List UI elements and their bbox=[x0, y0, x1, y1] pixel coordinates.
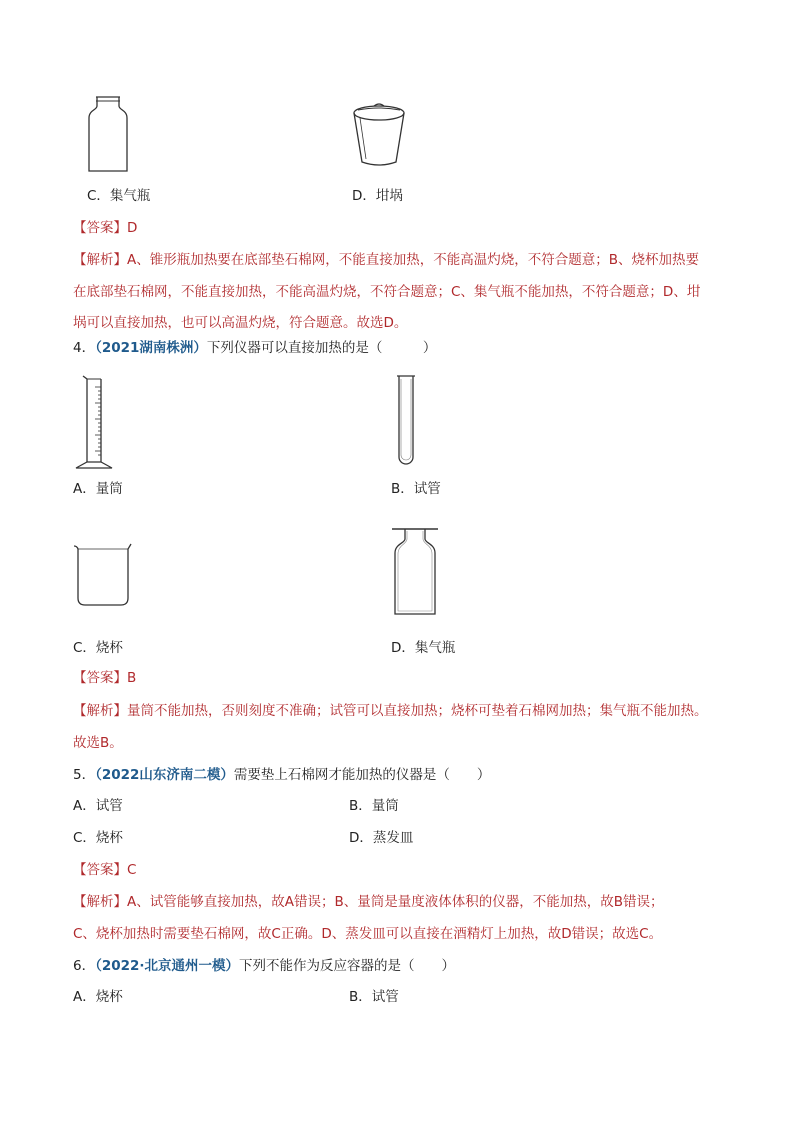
q4-analysis-line-2: 故选B。 bbox=[73, 735, 123, 751]
q4-option-a: A．量筒 bbox=[73, 481, 123, 497]
question-number: 6． bbox=[73, 958, 96, 974]
question-text: 需要垫上石棉网才能加热的仪器是（ ） bbox=[233, 767, 491, 783]
q6-option-b: B．试管 bbox=[349, 989, 399, 1005]
answer-tag: 【答案】 bbox=[73, 862, 127, 878]
graduated-cylinder-icon bbox=[74, 375, 114, 470]
q4-stem bbox=[73, 338, 436, 358]
q5-answer bbox=[73, 860, 136, 880]
answer-value: D bbox=[127, 220, 138, 236]
question-text: 下列仪器可以直接加热的是（ ） bbox=[206, 340, 437, 356]
analysis-tag: 【解析】 bbox=[73, 894, 127, 910]
answer-value: C bbox=[127, 862, 137, 878]
q5-option-b: B．量筒 bbox=[349, 798, 399, 814]
q3-analysis-line-1: 【解析】A、锥形瓶加热要在底部垫石棉网，不能直接加热，不能高温灼烧，不符合题意；B、烧杯加热要 bbox=[73, 252, 699, 268]
q3-analysis-line-2: 在底部垫石棉网，不能直接加热，不能高温灼烧，不符合题意；C、集气瓶不能加热，不符合题意；D、坩 bbox=[73, 284, 701, 300]
gas-collecting-bottle-icon bbox=[391, 527, 439, 617]
question-number: 4． bbox=[73, 340, 96, 356]
analysis-tag: 【解析】 bbox=[73, 703, 127, 719]
q4-option-d: D．集气瓶 bbox=[391, 640, 456, 656]
gas-collecting-bottle-icon bbox=[86, 96, 130, 174]
question-text: 下列不能作为反应容器的是（ ） bbox=[239, 958, 456, 974]
crucible-icon bbox=[352, 104, 406, 166]
question-source: （2022山东济南二模） bbox=[95, 767, 234, 783]
question-source: （2022·北京通州一模） bbox=[95, 958, 240, 974]
question-source: （2021湖南株洲） bbox=[95, 340, 207, 356]
beaker-icon bbox=[73, 543, 133, 607]
q5-option-d: D．蒸发皿 bbox=[349, 830, 414, 846]
q5-stem bbox=[73, 765, 490, 785]
q5-option-c: C．烧杯 bbox=[73, 830, 123, 846]
q3-option-d: D．坩埚 bbox=[352, 188, 403, 204]
question-number: 5． bbox=[73, 767, 96, 783]
analysis-tag: 【解析】 bbox=[73, 252, 127, 268]
answer-tag: 【答案】 bbox=[73, 220, 127, 236]
q6-stem bbox=[73, 956, 455, 976]
q5-option-a: A．试管 bbox=[73, 798, 123, 814]
q4-option-b: B．试管 bbox=[391, 481, 441, 497]
test-tube-icon bbox=[396, 375, 416, 467]
q5-analysis-line-2: C、烧杯加热时需要垫石棉网，故C正确。D、蒸发皿可以直接在酒精灯上加热，故D错误；故选C。 bbox=[73, 926, 663, 942]
q4-analysis-line-1: 【解析】量筒不能加热，否则刻度不准确；试管可以直接加热；烧杯可垫着石棉网加热；集气瓶不能加热。 bbox=[73, 703, 708, 719]
answer-value: B bbox=[127, 670, 137, 686]
q6-option-a: A．烧杯 bbox=[73, 989, 123, 1005]
q3-option-c: C．集气瓶 bbox=[87, 188, 151, 204]
q4-answer bbox=[73, 668, 136, 688]
q5-analysis-line-1: 【解析】A、试管能够直接加热，故A错误；B、量筒是量度液体体积的仪器，不能加热，故B错误； bbox=[73, 894, 664, 910]
answer-tag: 【答案】 bbox=[73, 670, 127, 686]
q3-analysis-line-3: 埚可以直接加热，也可以高温灼烧，符合题意。故选D。 bbox=[73, 315, 408, 331]
q3-answer bbox=[73, 218, 137, 238]
q4-option-c: C．烧杯 bbox=[73, 640, 123, 656]
